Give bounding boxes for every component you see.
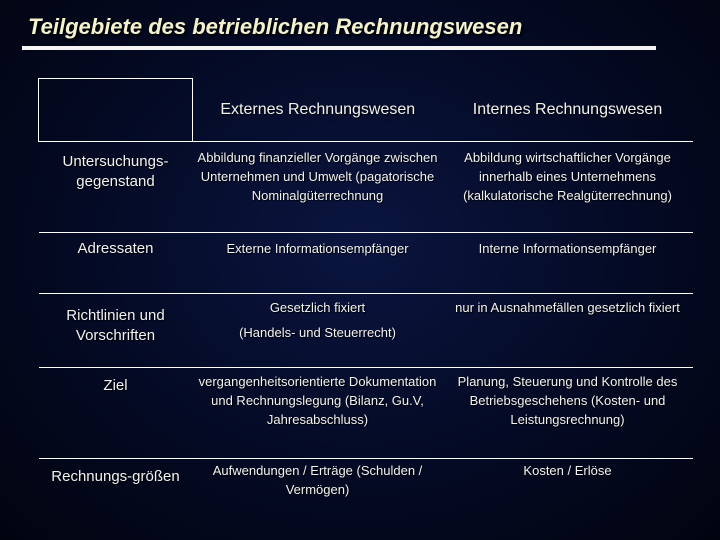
- cell-internes: Kosten / Erlöse: [443, 459, 693, 528]
- comparison-table: [38, 78, 693, 527]
- line-spacer: [197, 317, 439, 323]
- header-externes: Externes Rechnungswesen: [220, 100, 416, 118]
- cell-internes: nur in Ausnahmefällen gesetzlich fixiert: [443, 294, 693, 368]
- cell-externes: [193, 294, 443, 368]
- cell-externes: Aufwendungen / Erträge (Schulden / Vermögen): [193, 459, 443, 528]
- row-label: Richtlinien und Vorschriften: [39, 294, 193, 368]
- row-label: Rechnungs-größen: [39, 459, 193, 528]
- cell-externes-line2: (Handels- und Steuerrecht): [239, 325, 396, 340]
- table-header-row: [39, 79, 693, 142]
- header-internes: Internes Rechnungswesen: [472, 100, 663, 118]
- cell-externes: Abbildung finanzieller Vorgänge zwischen Unternehmen und Umwelt (pagatorische Nominalgüterrechnung: [193, 142, 443, 233]
- row-label: Adressaten: [39, 233, 193, 294]
- table-row: [39, 368, 693, 459]
- slide-title: Teilgebiete des betrieblichen Rechnungswesen: [28, 14, 523, 39]
- cell-externes-line1: Gesetzlich fixiert: [269, 300, 366, 315]
- row-label: Untersuchungs-gegenstand: [39, 142, 193, 233]
- cell-externes: Externe Informationsempfänger: [193, 233, 443, 294]
- table-row: [39, 233, 693, 294]
- title-underline: [22, 46, 656, 50]
- cell-internes: Planung, Steuerung und Kontrolle des Betriebsgeschehens (Kosten- und Leistungsrechnung): [443, 368, 693, 459]
- cell-externes: vergangenheitsorientierte Dokumentation und Rechnungslegung (Bilanz, Gu.V, Jahresabschluss): [193, 368, 443, 459]
- header-empty-cell: [39, 79, 193, 142]
- table-row: [39, 459, 693, 528]
- table-row: [39, 294, 693, 368]
- row-label: Ziel: [39, 368, 193, 459]
- cell-internes: Interne Informationsempfänger: [443, 233, 693, 294]
- table-row: [39, 142, 693, 233]
- cell-internes: Abbildung wirtschaftlicher Vorgänge innerhalb eines Unternehmens (kalkulatorische Realgüterrechnung): [443, 142, 693, 233]
